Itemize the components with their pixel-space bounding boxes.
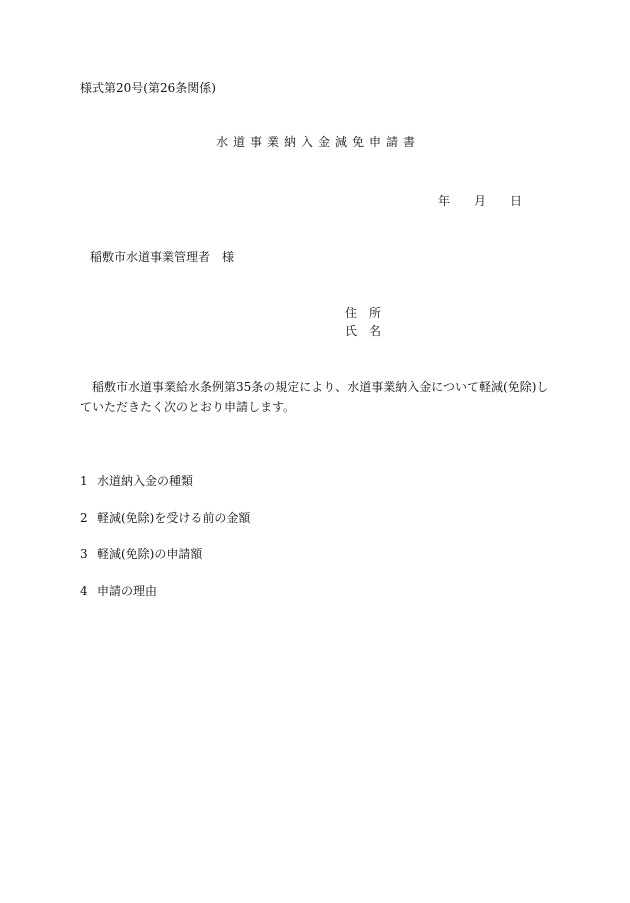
item-number: 3 — [80, 547, 88, 561]
date-year-label: 年 — [438, 194, 451, 208]
list-item — [80, 546, 202, 562]
date-month-label: 月 — [474, 194, 487, 208]
address-label — [345, 305, 381, 321]
item-label: 申請の理由 — [97, 584, 158, 598]
list-item — [80, 473, 193, 489]
body-paragraph: 稲敷市水道事業給水条例第35条の規定により、水道事業納入金について軽減(免除)していただきたく次のとおり申請します。 — [80, 380, 549, 414]
list-item — [80, 583, 157, 599]
item-label: 軽減(免除)の申請額 — [97, 547, 203, 561]
name-label — [345, 323, 381, 339]
address-label-char-2: 所 — [369, 306, 382, 320]
item-label: 水道納入金の種類 — [97, 474, 194, 488]
item-label: 軽減(免除)を受ける前の金額 — [97, 511, 251, 525]
list-item — [80, 510, 250, 526]
recipient: 稲敷市水道事業管理者 様 — [90, 250, 235, 264]
item-number: 2 — [80, 511, 88, 525]
form-number: 様式第20号(第26条関係) — [80, 81, 216, 95]
item-number: 4 — [80, 584, 88, 598]
date-line — [438, 193, 522, 209]
item-number: 1 — [80, 474, 88, 488]
date-day-label: 日 — [510, 194, 523, 208]
document-title: 水道事業納入金減免申請書 — [215, 135, 420, 149]
name-label-char-1: 氏 — [345, 324, 358, 338]
address-label-char-1: 住 — [345, 306, 358, 320]
name-label-char-2: 名 — [369, 324, 382, 338]
